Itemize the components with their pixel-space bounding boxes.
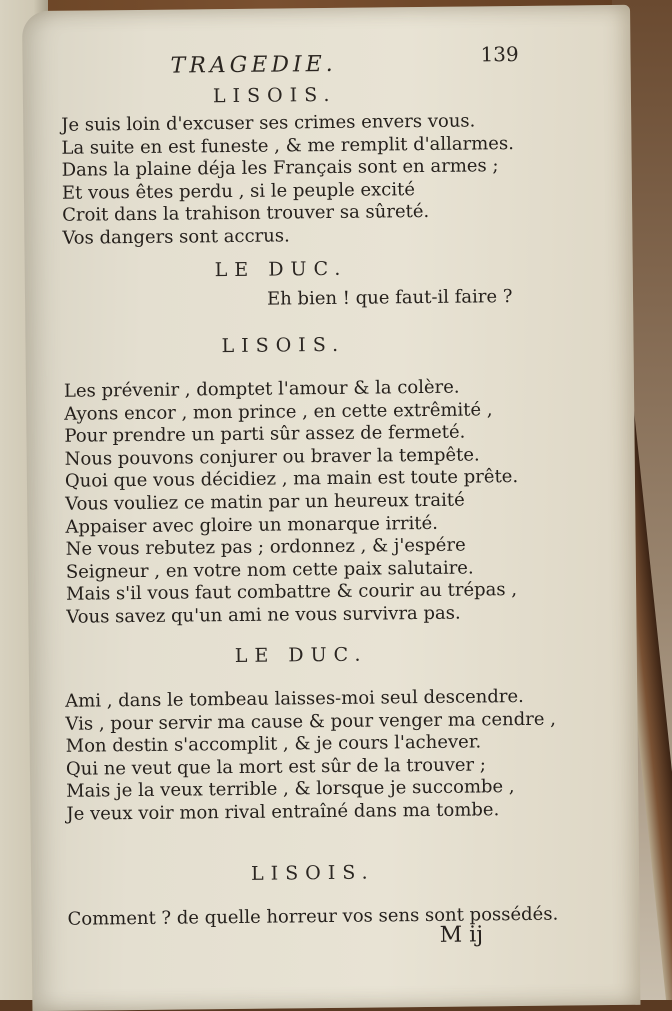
verse-block [65,686,557,827]
running-title: TRAGEDIE. [170,51,337,79]
verse-line: La suite en est funeste , & me remplit d'allarmes. [61,132,514,159]
verse-line: Ne vous rebutez pas ; ordonnez , & j'espére [65,534,466,560]
verse-line: Comment ? de quelle horreur vos sens sont possédés. [67,903,559,930]
speaker-heading: LE DUC. [214,257,348,282]
verse-line: Et vous êtes perdu , si le peuple excité [61,178,416,204]
verse-line: Les prévenir , domptet l'amour & la colère. [63,376,460,402]
page-number: 139 [480,41,519,67]
verse-block [267,286,513,311]
verse-line: Pour prendre un parti sûr assez de fermeté. [64,421,466,447]
verse-line: Croit dans la trahison trouver sa sûreté. [62,201,430,227]
verse-line: Vous vouliez ce matin par un heureux traité [65,489,465,515]
verse-line: Vos dangers sont accrus. [62,225,290,249]
verse-line: Seigneur , en votre nom cette paix salutaire. [65,557,474,583]
verse-block [61,110,515,250]
verse-line: Quoi que vous décidiez , ma main est toute prête. [64,466,519,493]
verse-line: Je suis loin d'excuser ses crimes envers vous. [61,110,476,136]
verse-line: Appaiser avec gloire un monarque irrité. [65,512,439,538]
verse-line: Qui ne veut que la mort est sûr de la trouver ; [65,754,486,780]
signature-mark: M ij [439,922,484,948]
speaker-heading: LISOIS. [250,861,375,885]
verse-line: Eh bien ! que faut-il faire ? [266,286,513,310]
verse-line: Mais je la veux terrible , & lorsque je succombe , [66,776,515,803]
verse-line: Ami , dans le tombeau laisses-moi seul descendre. [65,685,524,712]
verse-line: Ayons encor , mon prince , en cette extrêmité , [64,398,493,425]
book-page [22,5,640,1011]
verse-line: Mon destin s'accomplit , & je cours l'achever. [65,731,482,757]
verse-line: Vous savez qu'un ami ne vous survivra pas. [66,602,461,628]
verse-block [67,904,558,932]
speaker-heading: LISOIS. [212,83,337,108]
verse-line: Nous pouvons conjurer ou braver la tempête. [64,444,480,470]
speaker-heading: LE DUC. [234,643,368,667]
verse-line: Dans la plaine déja les Français sont en armes ; [61,155,499,181]
speaker-heading: LISOIS. [221,333,346,358]
verse-line: Je veux voir mon rival entraîné dans ma tombe. [66,799,500,825]
verse-line: Vis , pour servir ma cause & pour venger ma cendre , [65,708,556,735]
verse-line: Mais s'il vous faut combattre & courir au trépas , [66,579,518,606]
verse-block [64,376,520,629]
